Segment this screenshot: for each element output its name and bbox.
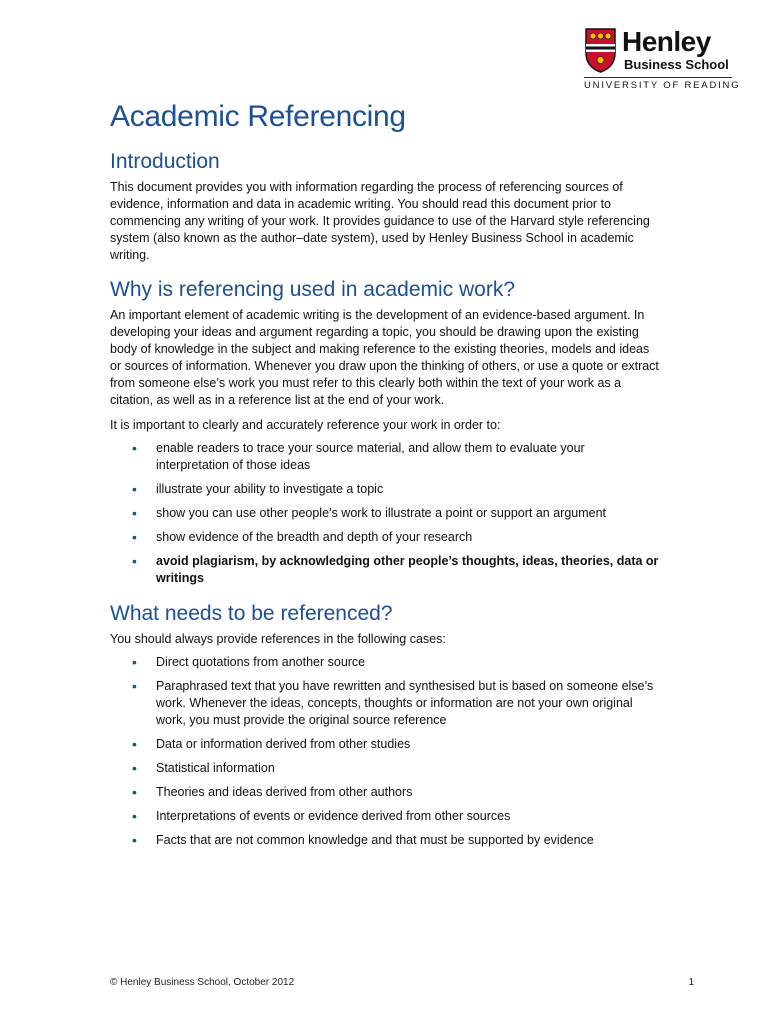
bullet-icon: • bbox=[132, 832, 137, 848]
list-item-text: show you can use other people’s work to illustrate a point or support an argument bbox=[156, 506, 607, 520]
list-item-text: show evidence of the breadth and depth of your research bbox=[156, 530, 473, 544]
list-item-text: Data or information derived from other studies bbox=[156, 737, 411, 751]
list-item bbox=[110, 808, 660, 825]
logo-name: Henley bbox=[622, 26, 711, 57]
list-item-text: enable readers to trace your source material, and allow them to evaluate your interpretation of those ideas bbox=[156, 441, 585, 472]
bullet-icon: • bbox=[132, 654, 137, 670]
bullet-icon: • bbox=[132, 784, 137, 800]
list-item bbox=[110, 678, 660, 729]
bullet-icon: • bbox=[132, 736, 137, 752]
page-number: 1 bbox=[688, 977, 694, 988]
logo-divider bbox=[584, 77, 732, 78]
list-item bbox=[110, 529, 660, 546]
crest-icon bbox=[584, 27, 617, 73]
bullet-icon: • bbox=[132, 505, 137, 521]
bullet-icon: • bbox=[132, 678, 137, 694]
cases-list bbox=[110, 654, 660, 849]
list-item bbox=[110, 736, 660, 753]
reasons-intro-paragraph: It is important to clearly and accurately reference your work in order to: bbox=[110, 418, 501, 432]
why-referencing-heading: Why is referencing used in academic work? bbox=[110, 278, 516, 301]
list-item bbox=[110, 784, 660, 801]
bullet-icon: • bbox=[132, 808, 137, 824]
list-item-text: Facts that are not common knowledge and that must be supported by evidence bbox=[156, 833, 594, 847]
list-item bbox=[110, 440, 660, 474]
bullet-icon: • bbox=[132, 529, 137, 545]
bullet-icon: • bbox=[132, 481, 137, 497]
introduction-paragraph: This document provides you with information regarding the process of referencing sources of evidence, information and data in academic writing. You should read this document prior to commencing any writing of your work. It provides guidance to use of the Harvard style referencing system (also known as the author–date system), used by Henley Business School in academic writing. bbox=[110, 180, 650, 262]
what-referenced-paragraph: You should always provide references in the following cases: bbox=[110, 632, 446, 646]
logo-subtitle: Business School bbox=[624, 57, 729, 72]
list-item-text: Direct quotations from another source bbox=[156, 655, 366, 669]
what-referenced-heading: What needs to be referenced? bbox=[110, 602, 393, 625]
footer-copyright: © Henley Business School, October 2012 bbox=[110, 977, 295, 988]
list-item-text: Statistical information bbox=[156, 761, 275, 775]
bullet-icon: • bbox=[132, 553, 137, 569]
list-item bbox=[110, 505, 660, 522]
document-body bbox=[110, 96, 660, 856]
list-item bbox=[110, 654, 660, 671]
henley-logo bbox=[584, 26, 741, 91]
list-item bbox=[110, 481, 660, 498]
list-item-text: Interpretations of events or evidence derived from other sources bbox=[156, 809, 511, 823]
list-item bbox=[110, 832, 660, 849]
list-item bbox=[110, 553, 660, 587]
reasons-list bbox=[110, 440, 660, 587]
bullet-icon: • bbox=[132, 440, 137, 456]
list-item-text: illustrate your ability to investigate a topic bbox=[156, 482, 384, 496]
list-item-text-bold: avoid plagiarism, by acknowledging other people’s thoughts, ideas, theories, data or writings bbox=[156, 554, 659, 585]
list-item-text: Theories and ideas derived from other authors bbox=[156, 785, 413, 799]
page-title: Academic Referencing bbox=[110, 100, 406, 133]
why-referencing-paragraph: An important element of academic writing is the development of an evidence-based argument. In developing your ideas and argument regarding a topic, you should be drawing upon the existing body of knowledge in the subject and making reference to the existing theories, models and ideas or sources of information. Whenever you draw upon the thinking of others, or use a quote or extract from someone else’s work you must refer to this clearly both within the text of your work as a citation, as well as in a reference list at the end of your work. bbox=[110, 308, 659, 407]
introduction-heading: Introduction bbox=[110, 150, 220, 173]
list-item bbox=[110, 760, 660, 777]
list-item-text: Paraphrased text that you have rewritten and synthesised but is based on someone else’s work. Whenever the ideas, concepts, thoughts or information are not your own original work, you must provide the original source reference bbox=[156, 679, 654, 727]
logo-university: UNIVERSITY OF READING bbox=[584, 80, 741, 91]
bullet-icon: • bbox=[132, 760, 137, 776]
